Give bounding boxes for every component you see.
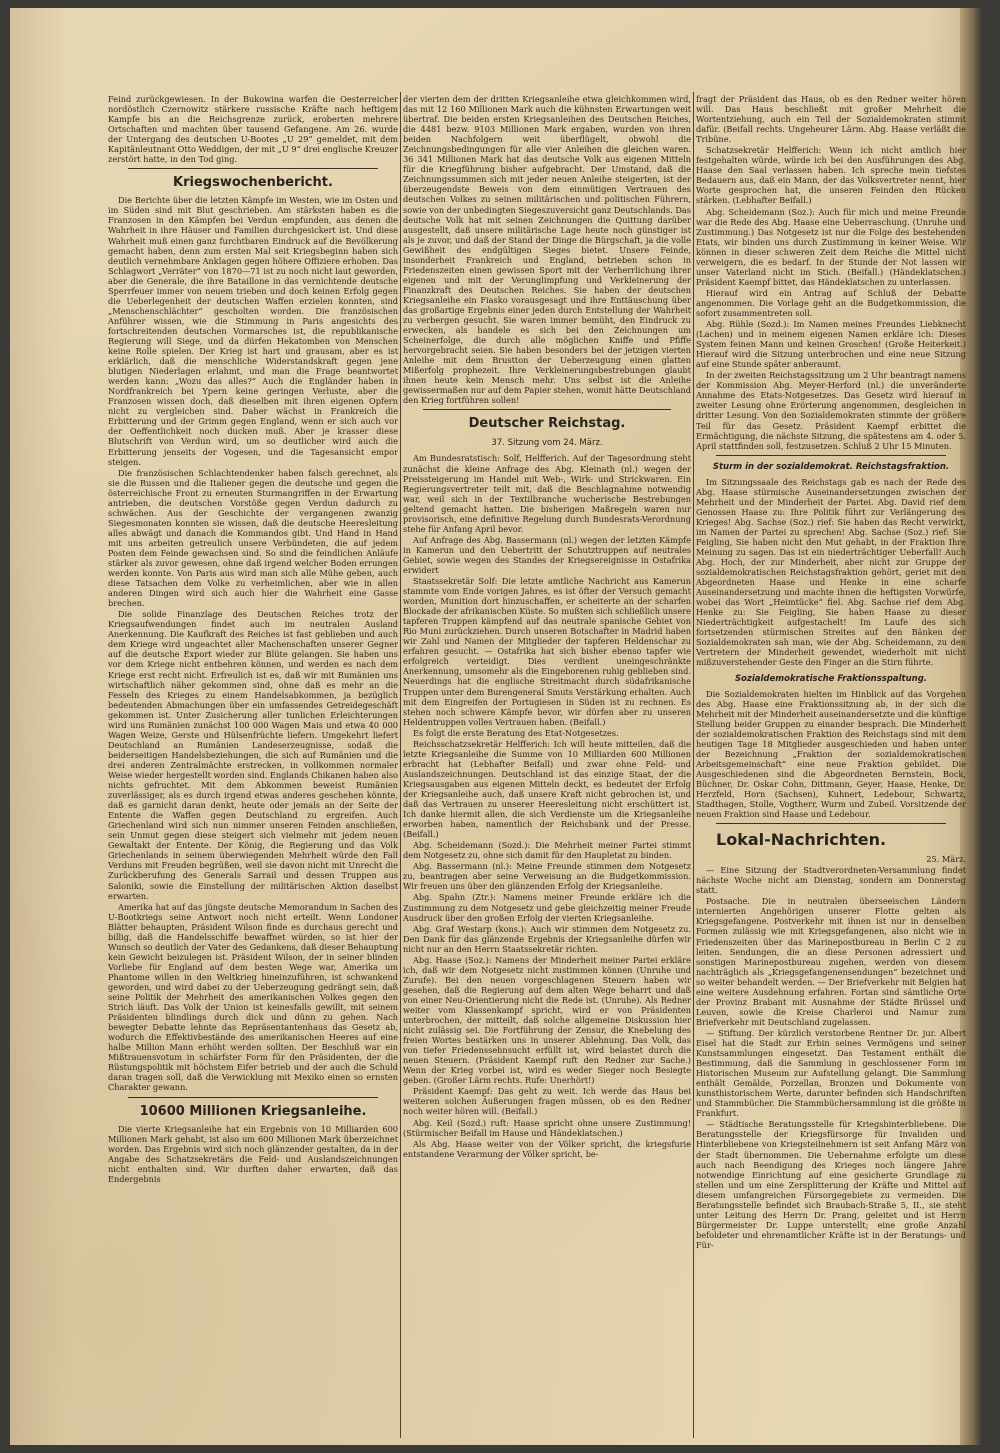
section-divider [716, 823, 946, 824]
section-divider [423, 409, 671, 410]
article-paragraph: Abg. Haase (Soz.): Namens der Minderheit meiner Partei erkläre ich, daß wir dem Notgesetz nicht zustimmen können (Unruhe und Zurufe). Bei den neuen vorgeschlagenen Steuern haben wir gesehen, daß die Regierung auf dem alten Wege beharrt und daß von einer Neu-Orientierung nicht die Rede ist. (Unruhe). Als Redner weiter vom Klassenkampf spricht, wird er von Präsidenten unterbrochen, der mitteilt, daß solche allgemeine Diskussion hier nicht zulässig sei. Die Fortführung der Zensur, die Knebelung des freien Wortes bestärken uns in unserer Ablehnung. Das Volk, das von tiefer Friedenssehnsucht erfüllt ist, wird belastet durch die neuen Steuern. (Präsident Kaempf ruft den Redner zur Sache.) Wenn der Krieg vorbei ist, wird es weder Sieger noch Besiegte geben. (Großer Lärm rechts. Rufe: Unerhört!) [403, 954, 691, 1086]
sitting-subheading: 37. Sitzung vom 24. März. [491, 438, 603, 449]
article-paragraph: Abg. Spahn (Ztr.): Namens meiner Freunde erkläre ich die Zustimmung zu dem Notgesetz und gebe gleichzeitig meiner Freude Ausdruck über den großen Erfolg der vierten Kriegsanleihe. [403, 892, 691, 923]
article-paragraph: der vierten dem der dritten Kriegsanleihe etwa gleichkommen wird, das mit 12 160 Millionen Mark auch die kühnsten Erwartungen weit übertraf. Die beiden ersten Kriegsanleihen des Deutschen Reiches, die 4481 bezw. 9103 Millionen Mark ergaben, wurden von ihren beiden Nachfolgern weit überflügelt, obwohl die Zeichnungsbedingungen für alle vier Anleihen die gleichen waren. 36 341 Millionen Mark hat das deutsche Volk aus eigenen Mitteln für die Kriegführung bisher aufgebracht. Der Umstand, daß die Zeichnungssummen sich mit jeder neuen Anleihe steigerten, ist der überzeugendste Beweis von dem einmütigen Vertrauen des deutschen Volkes zu seinen militärischen und politischen Führern, sowie von der unbedingten Siegeszuversicht ganz Deutschlands. Das deutsche Volk hat mit seinen Zeichnungen die Quittung darüber ausgestellt, daß unsere militärische Lage heute noch günstiger ist als je zuvor, und daß der Stand der Dinge die Bürgschaft, ja die volle Gewißheit des endgültigen Sieges bietet. Unsere Feinde, insonderheit Frankreich und England, betrieben schon in Friedenszeiten einen gewissen Sport mit der Verherrlichung ihrer eigenen und mit der Verunglimpfung und Verkleinerung der Finanzkraft des Deutschen Reiches. Sie haben der deutschen Kriegsanleihe ein Fiasko vorausgesagt und ihre Enttäuschung über das großartige Ergebnis einer jeden durch Entstellung der Wahrheit zu verbergen gesucht. Sie waren immer bemüht, den Eindruck zu erwecken, als handele es sich bei den Zeichnungen um Scheinerfolge, die durch alle möglichen Kniffe und Pfiffe hervorgebracht seien. Sie haben besonders bei der jetzigen vierten Anleihe mit dem Brustton der Ueberzeugung einen glatten Mißerfolg prophezeit. Ihre Verkleinerungsbestrebungen glaubt ihnen heute kein Mensch mehr. Uns selbst ist die Anleihe gewissermaßen nur auf dem Papier stehen, womit hätte Deutschland den Krieg fortführen sollen! [403, 94, 691, 406]
article-paragraph: fragt der Präsident das Haus, ob es den Redner weiter hören will. Das Haus beschließt mit großer Mehrheit die Wortentziehung, auch ein Teil der Sozialdemokraten stimmt dafür. (Beifall rechts. Ungeheurer Lärm. Abg. Haase verläßt die Tribüne. [696, 94, 966, 145]
section-divider [128, 1097, 378, 1098]
heading-reichstag: Deutscher Reichstag. [468, 416, 626, 432]
section-divider [716, 455, 946, 456]
article-paragraph: — Stiftung. Der kürzlich verstorbene Rentner Dr. jur. Albert Eisel hat die Stadt zur Erbin seines Vermögens und seiner Kunstsammlungen eingesetzt. Das Testament enthält die Bestimmung, daß die Sammlung in geschlossener Form im Historischen Museum zur Aufstellung gelangt. Die Sammlung enthält Gemälde, Porzellan, Bronzen und Dokumente von kunsthistorischem Werte, darunter befinden sich Handschriften und Stammbücher. Die Stammbüchersammlung ist die größte in Frankfurt. [696, 1027, 966, 1119]
article-paragraph: Abg. Rühle (Sozd.): Im Namen meines Freundes Liebknecht (Lachen) und in meinem eigenen Namen erkläre ich: Dieses System feinen Mann und keinen Groschen! (Große Heiterkeit.) Hierauf wird die Sitzung unterbrochen und eine neue Sitzung auf eine Stunde später anberaumt. [696, 319, 966, 370]
article-paragraph: Die französischen Schlachtendenker haben falsch gerechnet, als sie die Russen und die Italiener gegen die deutsche und gegen die österreichische Front zu erneuten Sturmangriffen in der Erwartung antrieben, die deutschen Vorstöße gegen Verdun dadurch zu schwächen. Aus der Geschichte der vergangenen zwanzig Siegesmonaten konnten sie wissen, daß die deutsche Heeresleitung alles abwägt und danach die Kommandos gibt. Und Hand in Hand mit uns arbeiten getreulich unsere Verbündeten, die auf jedem Posten dem Feinde gewachsen sind. So sind die feindlichen Anläufe stärker als zuvor gewesen, ohne daß irgend welcher Boden errungen werden konnte. Von Paris aus wird man sich alle Mühe geben, auch diese Tatsachen dem Volke zu verheimlichen, aber wie in allen anderen Dingen wird sich auch hier die Wahrheit eine Gasse brechen. [108, 467, 398, 609]
intro-paragraph: Feind zurückgewiesen. In der Bukowina warfen die Oesterreicher nordöstlich Czernowitz stärkere russische Kräfte nach heftigem Kampfe bis an die Reichsgrenze zurück, eroberten mehrere Ortschaften und machten über tausend Gefangene. Am 26. wurde der Untergang des deutschen U-Bootes „U 29“ gemeldet, mit dem Kapitänleutnant Otto Weddigen, der mit „U 9“ drei englische Kreuzer zerstört hatte, in den Tod ging. [108, 94, 398, 165]
article-paragraph: Präsident Kaempf: Das geht zu weit. Ich werde das Haus bei weiteren solchen Äußerungen fragen müssen, ob es den Redner noch weiter hören will. (Beifall.) [403, 1086, 691, 1117]
article-paragraph: Die vierte Kriegsanleihe hat ein Ergebnis von 10 Milliarden 600 Millionen Mark gehabt, ist also um 600 Millionen Mark überzeichnet worden. Das Ergebnis wird sich noch glänzender gestalten, da in der Angabe des Schatzsekretärs die Feld- und Auslandszeichnungen nicht enthalten sind. Wir durften daher erwarten, daß das Endergebnis [108, 1123, 398, 1184]
section-divider [128, 168, 378, 169]
article-paragraph: Abg. Keil (Sozd.) ruft: Haase spricht ohne unsere Zustimmung! (Stürmischer Beifall im Hause und Händeklatschen.) [403, 1117, 691, 1138]
article-paragraph: Amerika hat auf das jüngste deutsche Memorandum in Sachen des U-Bootkriegs seine Antwort noch nicht erteilt. Wenn Londoner Blätter behaupten, Präsident Wilson finde es durchaus gerecht und billig, daß die Handelsschiffe bewaffnet würden, so ist hier der Wunsch so deutlich der Vater des Gedankens, daß dieser Behauptung kein Gewicht beizulegen ist. Präsident Wilson, der in seiner blinden Vorliebe für England auf dem besten Wege war, Amerika um Phantome willen in den Weltkrieg hineinzuführen, ist schwankend geworden, und wird dabei zu der Ueberzeugung gedrängt sein, daß seine Politik der Mehrheit des amerikanischen Volkes gegen den Strich läuft. Das Volk der Union ist keinesfalls gewillt, mit seinem Präsidenten blindlings durch dick und dünn zu gehen. Nach bewegter Debatte lehnte das Repräsentantenhaus das Gesetz ab, wodurch die Effektivbestände des amerikanischen Heeres auf eine halbe Million Mann erhöht werden sollten. Der Beschluß war ein Mißtrauensvotum in schärfster Form für den Präsidenten, der die Rüstungspolitik mit höchstem Eifer betrieb und der auch die Schuld daran tragen soll, daß die Verwicklung mit Mexiko einen so ernsten Charakter gewann. [108, 901, 398, 1093]
article-paragraph: — Städtische Beratungsstelle für Kriegshinterbliebene. Die Beratungsstelle der Kriegsfürsorge für Invaliden und Hinterbliebene von Kriegsteilnehmern ist seit Anfang März von der Stadt übernommen. Die Uebernahme erfolgte um diese auch nach Beendigung des Krieges noch längere Jahre notwendige Einrichtung auf eine gesicherte Grundlage zu stellen und um eine Zersplitterung der Kräfte und Mittel auf diesem umfangreichen Fürsorgegebiete zu vermeiden. Die Beratungsstelle befindet sich Braubach-Straße 5, II., sie steht unter Leitung des Herrn Dr. Prang, geleitet und ist Herrn Bürgermeister Dr. Luppe unterstellt; eine große Anzahl befoldeter und ehrenamtlicher Kräfte ist in der Beratungs- und Für- [696, 1119, 966, 1250]
heading-kriegswochenbericht: Kriegswochenbericht. [173, 175, 333, 191]
article-paragraph: Staatssekretär Solf: Die letzte amtliche Nachricht aus Kamerun stammte vom Ende vorigen Jahres, es ist öfter der Versuch gemacht worden, Munition dort hinzuschaffen, er scheiterte an der scharfen Blockade der afrikanischen Küste. So mußten sich schließlich unsere tapferen Truppen kämpfend auf das neutrale spanische Gebiet von Rio Muni zurückziehen. Durch unseren Botschafter in Madrid haben wir Zahl und Namen der Mitglieder der tapferen Heldenschar zu erfahren gesucht. — Ostafrika hat sich bisher ebenso tapfer wie erfolgreich verteidigt. Dies verdient uneingeschränkte Anerkennung, umsomehr als die Eingeborenen ruhig geblieben sind. Neuerdings hat die englische Streitmacht durch südafrikanische Truppen unter dem Burengeneral Smuts Verstärkung erhalten. Auch mit dem Eingreifen der Portugiesen in Süden ist zu rechnen. Es stehen noch schwere Kämpfe bevor, wir dürfen aber zu unseren Heldentruppen volles Vertrauen haben. (Beifall.) [403, 576, 691, 727]
heading-lokal-nachrichten: Lokal-Nachrichten. [716, 830, 887, 850]
column-2 [403, 94, 691, 1439]
column-rule [693, 92, 694, 1438]
article-paragraph: Abg. Bassermann (nl.): Meine Freunde stimmen dem Notgesetz zu, beantragen aber seine Verweisung an die Budgetkommission. Wir freuen uns über den glänzenden Erfolg der Kriegsanleihe. [403, 861, 691, 892]
article-paragraph: Abg. Scheidemann (Soz.): Auch für mich und meine Freunde war die Rede des Abg. Haase eine Ueberraschung. (Unruhe und Zustimmung.) Das Notgesetz ist nur die Folge des bestehenden Etats, wir binden uns durch Zustimmung in keiner Weise. Wir können in dieser schweren Zeit dem Reiche die Mittel nicht verweigern, die es bedarf. In der Stunde der Not lassen wir unser Vaterland nicht im Stich. (Beifall.) (Händeklatschen.) Präsident Kaempf bittet, das Händeklatschen zu unterlassen. [696, 206, 966, 287]
article-paragraph: Schatzsekretär Helfferich: Wenn ich nicht amtlich hier festgehalten würde, würde ich bei den Ausführungen des Abg. Haase den Saal verlassen haben. Ich spreche mein tiefstes Bedauern aus, daß ein Mann, der das Volksvertreter nennt, hier Worte gesprochen hat, die unseren Feinden den Rücken stärken. (Lebhafter Beifall.) [696, 145, 966, 206]
column-rule [400, 92, 401, 1438]
article-paragraph: Auf Anfrage des Abg. Bassermann (nl.) wegen der letzten Kämpfe in Kamerun und den Uebertritt der Schutztruppen auf neutrales Gebiet, sowie wegen des Standes der Kriegsereignisse in Ostafrika erwidert [403, 534, 691, 575]
article-paragraph: Die Berichte über die letzten Kämpfe im Westen, wie im Osten und im Süden sind mit Blut geschrieben. Am stärksten haben es die Franzosen in den Kämpfen bei Verdun empfunden, aus denen die Wahrheit in ihre Häuser und Familien durchgesickert ist. Und diese Wahrheit muß einen ganz furchtbaren Eindruck auf die Bevölkerung gemacht haben, denn zum ersten Mal seit Kriegsbeginn haben sich deutlich vernehmbare Anklagen gegen höhere Offiziere erhoben. Das Schlagwort „Verräter“ von 1870—71 ist zu noch nicht laut geworden, aber die Generale, die ihre Bataillone in das vernichtende deutsche Sperrfeuer immer von neuem trieben und doch keinen Erfolg gegen die Ueberlegenheit der deutschen Waffen erzielen konnten, sind „Menschenschlächter“ gescholten worden. Die französischen Anführer wissen, wie die Stimmung in Paris angesichts des fortschreitenden deutschen Vormarsches ist, die republikanische Regierung will Siege, und da dürfen Hekatomben von Menschen keine Rolle spielen. Der Krieg ist hart und grausam, aber es ist erklärlich, daß die menschliche Widerstandskraft gegen jene blutigen Niederlagen erlahmt, und man die Frage beantwortet werden kann: „Wozu das alles?“ Auch die Engländer haben in Nordfrankreich bei Ypern keine geringen Verluste, aber die Franzosen wissen doch, daß dieselben mit ihren eigenen Opfern nicht zu vergleichen sind. Daher wächst in Frankreich die Erbitterung und der Grimm gegen England, wenn er sich auch vor der Oeffentlichkeit noch ducken muß. Aber je krasser diese Blutschrift von Verdun wird, um so deutlicher wird auch die Erbitterung jenseits der Vogesen, und die Tagesansicht empor steigen. [108, 195, 398, 467]
article-paragraph: Als Abg. Haase weiter von der Völker spricht, die kriegsfurie entstandene Verarmung der Völker spricht, be- [403, 1138, 691, 1159]
article-paragraph: Am Bundesratstisch: Solf, Helfferich. Auf der Tagesordnung steht zunächst die kleine Anfrage des Abg. Kleinath (nl.) wegen der Preissteigerung im Handel mit Web-, Wirk- und Strickwaren. Ein Regierungsvertreter teilt mit, daß die Beschlagnahme notwendig war, weil sich in der Textilbranche wucherische Bestrebungen geltend gemacht hatten. Die bisherigen Maßregeln waren nur provisorisch, eine definitive Regelung durch Bundesrats-Verordnung stehe für Anfang April bevor. [403, 453, 691, 534]
column-1 [108, 94, 398, 1439]
article-paragraph: Abg. Graf Westarp (kons.): Auch wir stimmen dem Notgesetz zu. Den Dank für das glänzende Ergebnis der Kriegsanleihe dürfen wir nicht nur an den Herrn Staatssekretär richten. [403, 923, 691, 954]
heading-fraktion: Sozialdemokratische Fraktionsspaltung. [734, 673, 928, 684]
article-paragraph: Hierauf wird ein Antrag auf Schluß der Debatte angenommen. Die Vorlage geht an die Budgetkommission, die sofort zusammentreten soll. [696, 287, 966, 318]
heading-sturm: Sturm in der sozialdemokrat. Reichstagsfraktion. [712, 461, 950, 472]
article-paragraph: Abg. Scheidemann (Sozd.): Die Mehrheit meiner Partei stimmt dem Notgesetz zu, ohne sich damit für den Haupletat zu binden. [403, 840, 691, 861]
heading-kriegsanleihe: 10600 Millionen Kriegsanleihe. [139, 1103, 367, 1119]
article-paragraph: Reichsschatzsekretär Helfferich: Ich will heute mitteilen, daß die letzte Kriegsanleihe die Summe von 10 Milliarden 600 Millionen erbracht hat (Lebhafter Beifall) und zwar ohne Feld- und Auslandszeichnungen. Deutschland ist das einzige Staat, der die Kriegsausgaben aus eigenen Mitteln deckt, es bedeutet der Erfolg der Kriegsanleihe auch, daß unsere Kraft nicht gebrochen ist, und daß das Vertrauen zu unserer Heeresleitung nicht erschüttert ist. Ich danke hiermit allen, die sich Verdienste um die Kriegsanleihe erworben haben, namentlich der Reichsbank und der Presse. (Beifall.) [403, 738, 691, 840]
column-3 [696, 94, 966, 1439]
article-paragraph: — Eine Sitzung der Stadtverordneten-Versammlung findet nächste Woche nicht am Dienstag, sondern am Donnerstag statt. [696, 865, 966, 896]
article-paragraph: Postsache. Die in neutralen überseeischen Ländern internierten Angehörigen unserer Flotte gelten als Kriegsgefangene. Postverkehr mit ihnen ist nur in denselben Formen zulässig wie mit Kriegsgefangenen, also nicht wie in Friedenszeiten über das Marinepostbureau in Berlin C 2 zu leiten. Sendungen, die an diese Personen adressiert und sonstigen Marinepostbureau zugehen, werden von diesem nachträglich als „Kriegsgefangenensendungen“ bezeichnet und so weiter behandelt werden. — Der Briefverkehr mit Belgien hat eine weitere Ausdehnung erfahren. Fortan sind sämtliche Orte der Provinz Brabant mit Ausnahme der Städte Brüssel und Leuven, sowie die Kreise Charleroi und Namur zum Briefverkehr mit Deutschland zugelassen. [696, 896, 966, 1027]
dateline: 25. März. [926, 854, 966, 865]
article-paragraph: Im Sitzungssaale des Reichstags gab es nach der Rede des Abg. Haase stürmische Auseinandersetzungen zwischen der Mehrheit und der Minderheit der Partei. Abg. David rief dem Genossen Haase zu: Ihre Politik führt zur Verlängerung des Krieges! Abg. Sachse (Soz.) rief: Sie haben das Recht verwirkt, im Namen der Partei zu sprechen! Abg. Sachse (Soz.) rief: Sie Feigling, Sie haben nicht den Mut gehabt, in der Fraktion Ihre Meinung zu sagen. Das ist ein niederträchtiger Ueberfall! Auch Abg. Hoch, der zur Minderheit, aber nicht zur Gruppe der sozialdemokratischen Reichstagsfraktion gehört, geriet mit den Abgeordneten Haase und Henke in eine scharfe Auseinandersetzung und machte ihnen die heftigsten Vorwürfe, wobei das Wort „Heimtücke“ fiel. Abg. Sachse rief dem Abg. Henke zu: Sie Feigling, Sie haben Haase zu dieser Niederträchtigkeit aufgestachelt! Im Laufe des sich fortsetzenden stürmischen Streites auf den Bänken der Sozialdemokraten sah man, wie der Abg. Scheidemann, zu den Vertretern der Minderheit gewendet, wiederholt mit nicht mißzuverstehender Geste den Finger an die Stirn führte. [696, 476, 966, 668]
newspaper-page [10, 8, 982, 1445]
article-paragraph: Es folgt die erste Beratung des Etat-Notgesetzes. [413, 727, 619, 738]
article-paragraph: In der zweiten Reichstagssitzung um 2 Uhr beantragt namens der Kommission Abg. Meyer-Herford (nl.) die unveränderte Annahme des Etats-Notgesetzes. Das Gesetz wird hierauf in zweiter Lesung ohne Erörterung angenommen, desgleichen in dritter Lesung. Von den Sozialdemokraten stimmte der größere Teil für das Gesetz. Präsident Kaempf erbittet die Ermächtigung, die nächste Sitzung, die spätestens am 4. oder 5. April stattfinden soll, festzusetzen. Schluß 2 Uhr 15 Minuten. [696, 370, 966, 451]
article-paragraph: Die Sozialdemokraten hielten im Hinblick auf das Vorgehen des Abg. Haase eine Fraktionssitzung ab, in der sich die Mehrheit mit der Minderheit auseinandersetzte und die künftige Stellung beider Gruppen zu einander besprach. Die Minderheit der sozialdemokratischen Fraktion des Reichstags sind mit dem heutigen Tage 18 Mitglieder ausgeschieden und haben unter der Bezeichnung „Fraktion der sozialdemokratischen Arbeitsgemeinschaft“ eine neue Fraktion gebildet. Die Ausgeschiedenen sind die Abgeordneten Bernstein, Bock, Büchner, Dr. Oskar Cohn, Dittmann, Geyer, Haase, Henke, Dr. Herzfeld, Horn (Sachsen), Kuhnert, Ledebour, Schwartz, Stadthagen, Stolle, Vogtherr, Wurm und Zubeil. Vorsitzende der neuen Fraktion sind Haase und Ledebour. [696, 688, 966, 820]
article-paragraph: Die solide Finanzlage des Deutschen Reiches trotz der Kriegsaufwendungen findet auch im neutralen Ausland Anerkennung. Die Kaufkraft des Reiches ist fast geblieben und auch dem Kriege wird ungeachtet aller Machenschaften unserer Gegner auf die deutsche Export wieder zur Blüte gelangen. Sie haben uns vor dem Kriege nicht entbehren können, und werden es nach dem Kriege erst recht nicht. Erfreulich ist es, daß wir mit Rumänien uns wirtschaftlich näher gekommen sind, ohne daß es mehr an die Fesseln des Krieges zu einem Handelsabkommen, ja bezüglich bedeutenden Abmachungen über ein umfassendes Getreidegeschäft gekommen ist. Unter Zusicherung aller tunlichen Erleichterungen wird uns Rumänien zunächst 100 000 Wagen Mais und etwa 40 000 Wagen Weize, Gerste und Hülsenfrüchte liefern. Umgekehrt liefert Deutschland an Rumänien Landeserzeugnisse, sodaß die beiderseitigen Handelsbeziehungen, die sich auf Rumänien und die drei anderen Zentralmächte erstrecken, in vollkommen normaler Weise wieder hergestellt worden sind. Englands Chikanen haben also nichts gefruchtet. Mit dem Abkommen beweist Rumänien zuverlässiger, als es durch irgend etwas anderes geschehen könnte, daß es garnicht daran denkt, heute oder jemals an der Seite der Entente die Waffen gegen Deutschland zu ergreifen. Auch Griechenland wird sich nun nimmer unseren Feinden anschließen, sein Unmut gegen diese steigert sich vielmehr mit jedem neuen Gewaltakt der Entente. Der König, die Regierung und das Volk Griechenlands in seinem überwiegenden Mehrheit würde den Fall Verduns mit Freuden begrüßen, weil sie davon nicht mit Unrecht die Zurückberufung des Generals Sarrail und dessen Truppen aus Saloniki, sowie die Einstellung der militärischen Aktion daselbst erwarten. [108, 609, 398, 901]
